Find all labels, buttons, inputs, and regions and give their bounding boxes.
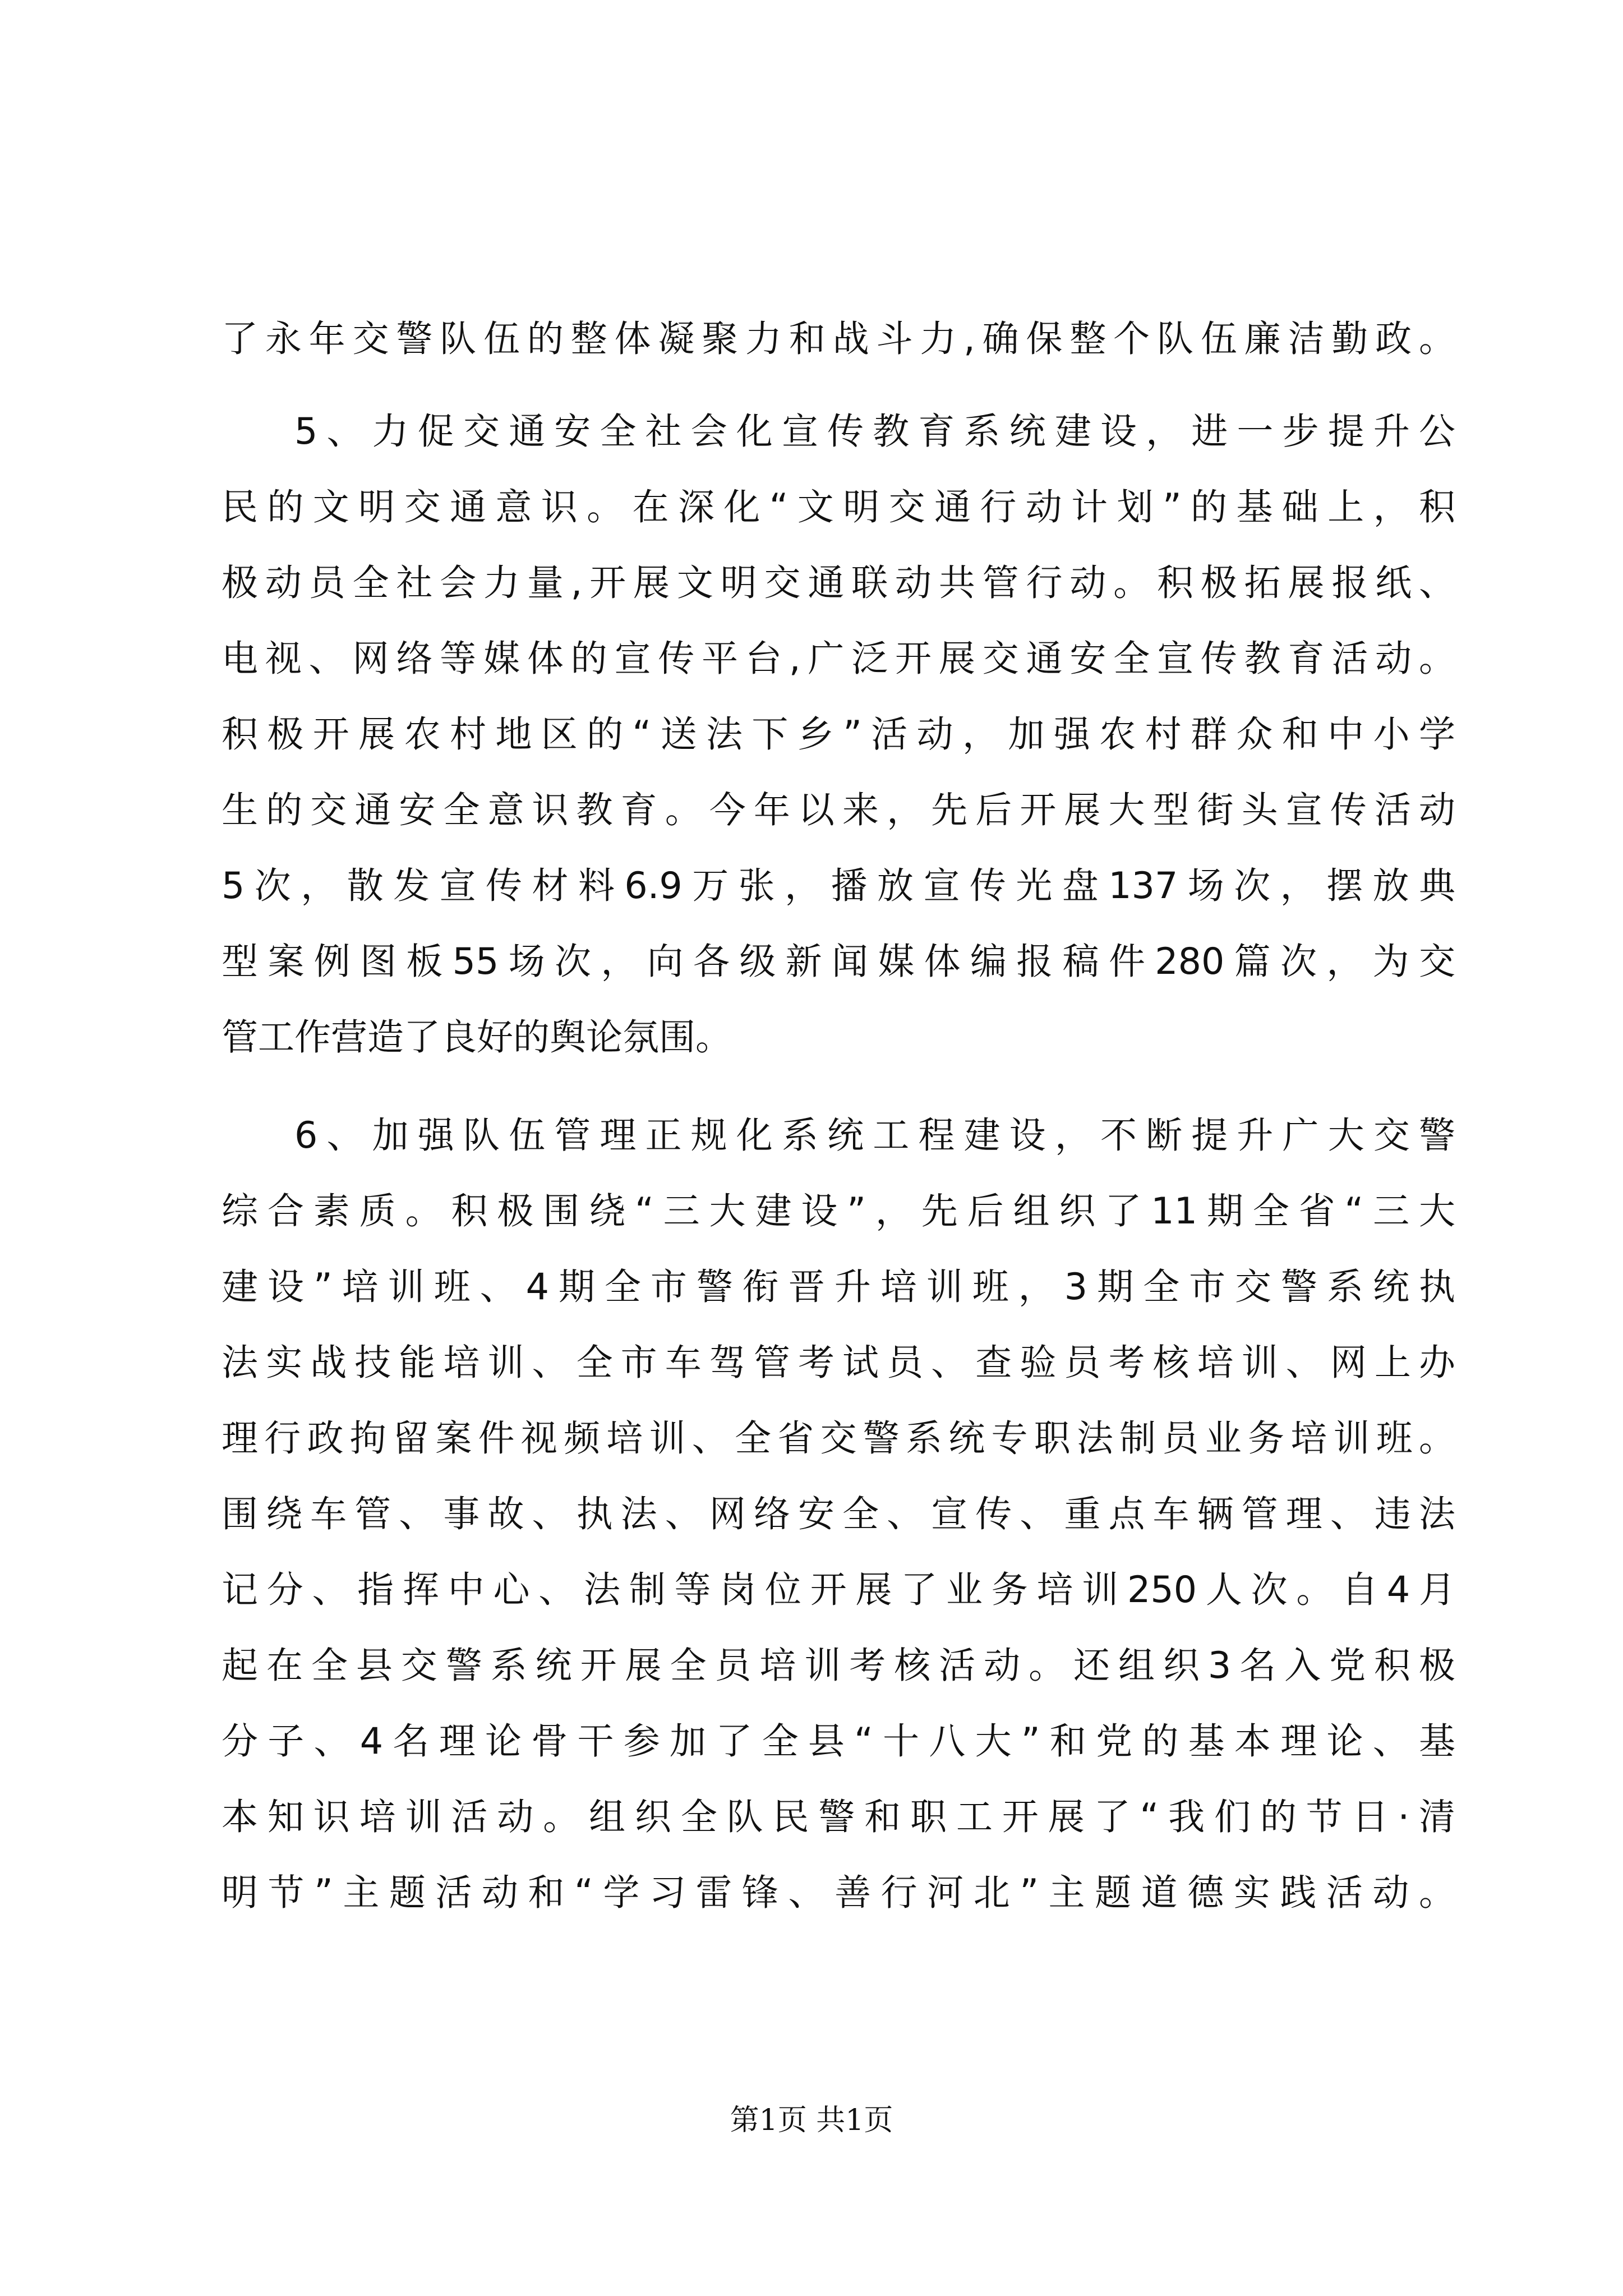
page-footer: 第1页 共1页 [730, 2104, 893, 2137]
text-line: 围绕车管、事故、执法、网络安全、宣传、重点车辆管理、违法 [222, 1493, 1455, 1535]
text-line: 电视、网络等媒体的宣传平台,广泛开展交通安全宣传教育活动。 [222, 638, 1455, 680]
text-line: 法实战技能培训、全市车驾管考试员、查验员考核培训、网上办 [222, 1342, 1455, 1384]
paragraph-5-first-line: 5、力促交通安全社会化宣传教育系统建设，进一步提升公 [294, 411, 1455, 453]
text-line: 积极开展农村地区的“送法下乡”活动，加强农村群众和中小学 [222, 714, 1455, 756]
text-line: 起在全县交警系统开展全员培训考核活动。还组织3名入党积极 [222, 1645, 1455, 1687]
text-line: 综合素质。积极围绕“三大建设”，先后组织了11期全省“三大 [222, 1190, 1455, 1232]
text-line: 明节”主题活动和“学习雷锋、善行河北”主题道德实践活动。 [222, 1872, 1455, 1914]
text-line: 建设”培训班、4期全市警衔晋升培训班，3期全市交警系统执 [222, 1266, 1455, 1308]
text-line: 民的文明交通意识。在深化“文明交通行动计划”的基础上，积 [222, 486, 1455, 528]
text-line: 记分、指挥中心、法制等岗位开展了业务培训250人次。自4月 [222, 1569, 1455, 1611]
text-line: 极动员全社会力量,开展文明交通联动共管行动。积极拓展报纸、 [222, 562, 1455, 604]
text-line: 管工作营造了良好的舆论氛围。 [222, 1016, 732, 1059]
text-line: 5次，散发宣传材料6.9万张，播放宣传光盘137场次，摆放典 [222, 865, 1455, 907]
text-line: 理行政拘留案件视频培训、全省交警系统专职法制员业务培训班。 [222, 1418, 1455, 1460]
text-line: 型案例图板55场次，向各级新闻媒体编报稿件280篇次，为交 [222, 941, 1455, 983]
text-line: 了永年交警队伍的整体凝聚力和战斗力,确保整个队伍廉洁勤政。 [222, 318, 1455, 360]
paragraph-6-first-line: 6、加强队伍管理正规化系统工程建设，不断提升广大交警 [294, 1115, 1455, 1157]
text-line: 本知识培训活动。组织全队民警和职工开展了“我们的节日·清 [222, 1796, 1455, 1838]
text-line: 分子、4名理论骨干参加了全县“十八大”和党的基本理论、基 [222, 1720, 1455, 1763]
text-line: 生的交通安全意识教育。今年以来，先后开展大型街头宣传活动 [222, 789, 1455, 831]
